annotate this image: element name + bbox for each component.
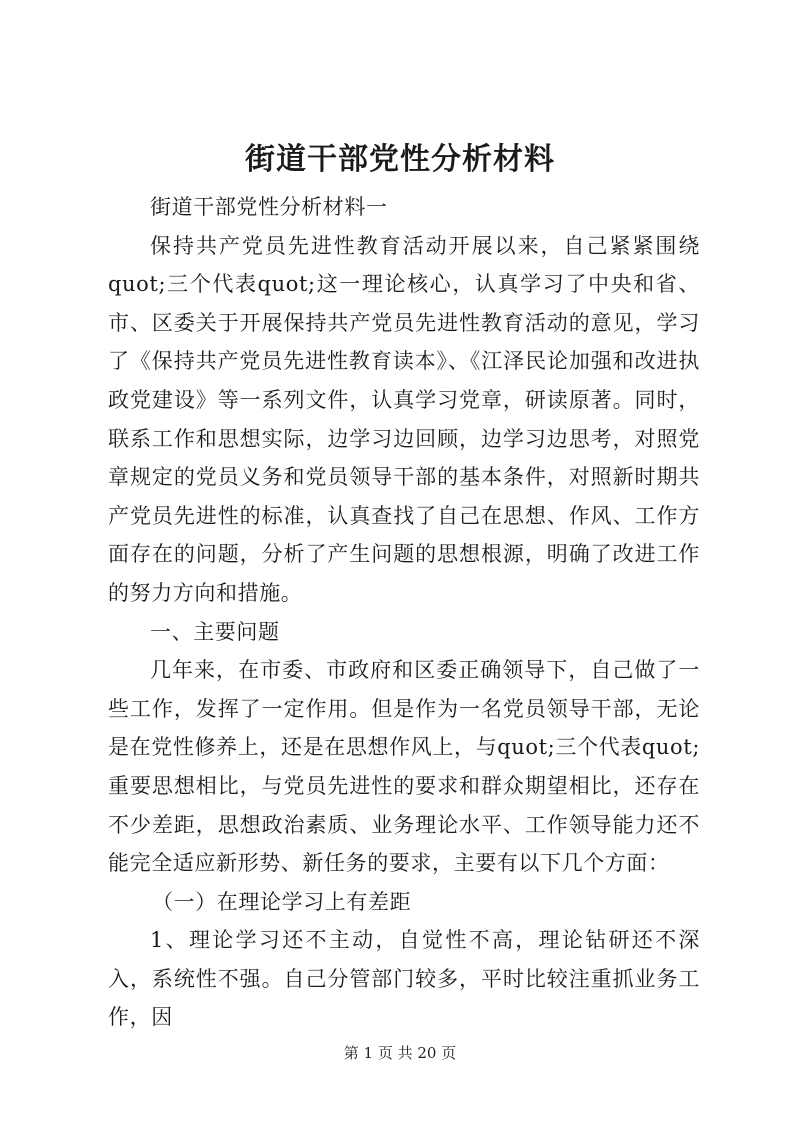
page-number-footer: 第 1 页 共 20 页 — [343, 1044, 457, 1062]
document-title: 街道干部党性分析材料 — [245, 142, 555, 177]
subsection-heading-theory-study: （一）在理论学习上有差距 — [152, 889, 412, 914]
paragraph-point-1: 1、理论学习还不主动，自觉性不高，理论钻研还不深入，系统性不强。自己分管部门较多，平时比较注重抓业务工作，因 — [108, 928, 700, 1030]
paragraph-problems-overview: 几年来，在市委、市政府和区委正确领导下，自己做了一些工作，发挥了一定作用。但是作为一名党员领导干部，无论是在党性修养上，还是在思想作风上，与quot;三个代表quot;重要思想相比，与党员先进性的要求和群众期望相比，还存在不少差距，思想政治素质、业务理论水平、工作领导能力还不能完全适应新形势、新任务的要求，主要有以下几个方面： — [108, 658, 700, 876]
document-body — [108, 188, 700, 1037]
paragraph-subtitle: 街道干部党性分析材料一 — [150, 195, 388, 219]
paragraph-intro: 保持共产党员先进性教育活动开展以来，自己紧紧围绕quot;三个代表quot;这一理论核心，认真学习了中央和省、市、区委关于开展保持共产党员先进性教育活动的意见，学习了《保持共产党员先进性教育读本》、《江泽民论加强和改进执政党建设》等一系列文件，认真学习党章，研读原著。同时，联系工作和思想实际，边学习边回顾，边学习边思考，对照党章规定的党员义务和党员领导干部的基本条件，对照新时期共产党员先进性的标准，认真查找了自己在思想、作风、工作方面存在的问题，分析了产生问题的思想根源，明确了改进工作的努力方向和措施。 — [108, 233, 700, 605]
section-heading-main-problems: 一、主要问题 — [150, 619, 280, 644]
